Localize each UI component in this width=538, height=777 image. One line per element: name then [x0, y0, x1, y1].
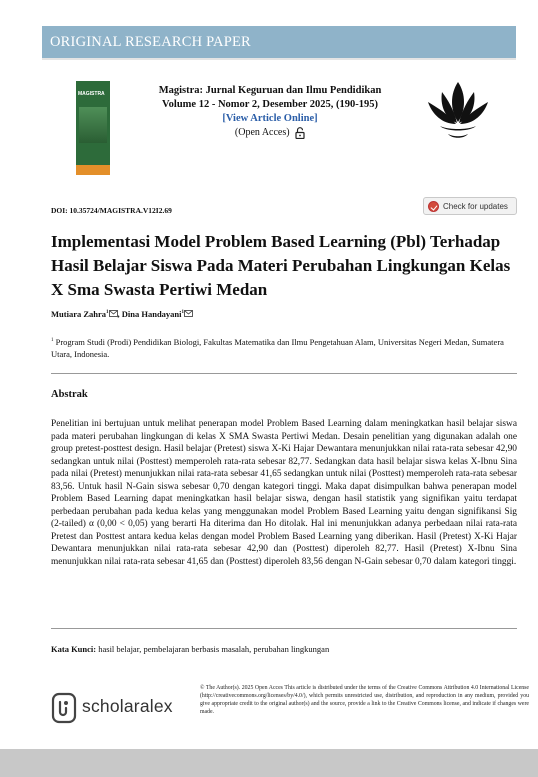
- publisher-brand: [51, 692, 173, 729]
- author-name: Dina Handayani: [121, 309, 182, 319]
- keywords: [51, 644, 329, 654]
- scholaralex-logo-icon: [51, 692, 77, 724]
- abstract-body: Penelitian ini bertujuan untuk melihat penerapan model Problem Based Learning dalam meningkatkan hasil belajar siswa pada materi perubahan lingkungan di kelas X SMA Swasta Pertiwi Medan. Desain penelitian yang digunakan adalah one group pretest-posttest design. Hasil belajar (Pretest) siswa X-Ki Hajar Dewantara menunjukkan nilai rata-rata sebesar 42,90 sedangkan untuk nilai (Posttest) memperoleh rata-rata sebesar 82,77. Sedangkan data hasil belajar siswa kelas X-Ibnu Sina pada nilai (Pretest) menunjukkan nilai rata-rata sebesar 41,65 sedangkan untuk nilai (Posttest) memperoleh rata-rata sebesar 83,56. Untuk hasil N-Gain siswa sebesar 0,70 dengan kategori tinggi. Maka dapat disimpulkan bahwa penerapan model Problem Based Learning dapat meningkatkan hasil belajar siswa, dengan hasil statistik yang signifikan yaitu terdapat perbedaan perubahan pada kedua kelas yang menggunakan model Problem Based Learning yaitu dengan signifikansi Sig (2-tailed) α (0,00 < 0,05) yang berarti Ha diterima dan Ho ditolak. Hal ini menunjukkan adanya perbedaan nilai rata-rata Pretest dan Posttest antara kedua kelas dengan model Problem Based Learning yang diberikan. Hasil (Pretest) X-Ki Hajar Dewantara menunjukkan nilai rata-rata sebesar 42,90 dan (Posttest) diperoleh 82,77. Hasil (Pretest) X-Ibnu Sina menunjukkan nilai rata-rata sebesar 41,65 dan (Posttest) diperoleh 83,56 dengan N-Gain sebesar 0,70 dalam kategori tinggi.: [51, 419, 517, 567]
- keywords-text: hasil belajar, pembelajaran berbasis masalah, perubahan lingkungan: [98, 644, 330, 654]
- check-for-updates-label: Check for updates: [443, 202, 508, 211]
- view-article-online-link[interactable]: [View Article Online]: [222, 113, 318, 124]
- abstract-heading: Abstrak: [51, 389, 88, 400]
- envelope-icon[interactable]: [109, 310, 118, 317]
- open-access-label: [140, 126, 400, 140]
- journal-title: Magistra: Jurnal Keguruan dan Ilmu Pendidikan: [158, 85, 382, 96]
- affiliation-marker: 1: [51, 338, 54, 343]
- affiliation: [51, 335, 511, 360]
- doi-label[interactable]: DOI: 10.35724/MAGISTRA.V12I2.69: [51, 206, 172, 215]
- banner-divider: [42, 58, 516, 60]
- section-divider: [51, 628, 517, 629]
- banner-label: ORIGINAL RESEARCH PAPER: [50, 34, 251, 50]
- author-separator: ,: [117, 309, 122, 319]
- section-divider: [51, 373, 517, 374]
- lotus-logo-icon: [426, 80, 490, 140]
- author-name: Mutiara Zahra: [51, 309, 107, 319]
- open-lock-icon: [295, 127, 305, 139]
- license-notice: © The Author(s). 2025 Open Acces This article is distributed under the terms of the Creative Commons Attribution 4.0 International License (http://creativecommons.org/licenses/by/4.0/), which permits unrestricted use, distribution, and reproduction in any medium, provided you give appropriate credit to the original author(s) and the source, provide a link to the Creative Commons license, and indicate if changes were made.: [200, 685, 529, 715]
- cover-footer-band: [76, 165, 110, 175]
- cover-illustration: [79, 107, 107, 143]
- journal-cover-image: [76, 81, 110, 175]
- article-title: Implementasi Model Problem Based Learning (Pbl) Terhadap Hasil Belajar Siswa Pada Materi Perubahan Lingkungan Kelas X Sma Swasta Pertiwi Medan: [51, 232, 511, 299]
- check-updates-icon: [428, 201, 439, 212]
- keywords-label: Kata Kunci:: [51, 644, 97, 654]
- check-for-updates-button[interactable]: [423, 197, 517, 215]
- author-affiliation-marker: 1: [106, 310, 109, 316]
- paper-type-banner: [42, 26, 516, 58]
- author-affiliation-marker: 1: [181, 310, 185, 316]
- cover-title: MAGISTRA: [78, 91, 105, 97]
- envelope-icon[interactable]: [181, 310, 193, 317]
- affiliation-text: Program Studi (Prodi) Pendidikan Biologi, Fakultas Matematika dan Ilmu Pengetahuan Alam, Universitas Negeri Medan, Sumatera Utara, Indonesia.: [51, 336, 504, 359]
- journal-volume: Volume 12 - Nomor 2, Desember 2025, (190-195): [162, 99, 378, 110]
- page-footer-band: [0, 749, 538, 777]
- open-access-text: (Open Acces): [234, 127, 290, 138]
- publisher-name: scholaralex: [82, 696, 173, 716]
- author-list: [51, 309, 193, 319]
- journal-info: [140, 84, 400, 140]
